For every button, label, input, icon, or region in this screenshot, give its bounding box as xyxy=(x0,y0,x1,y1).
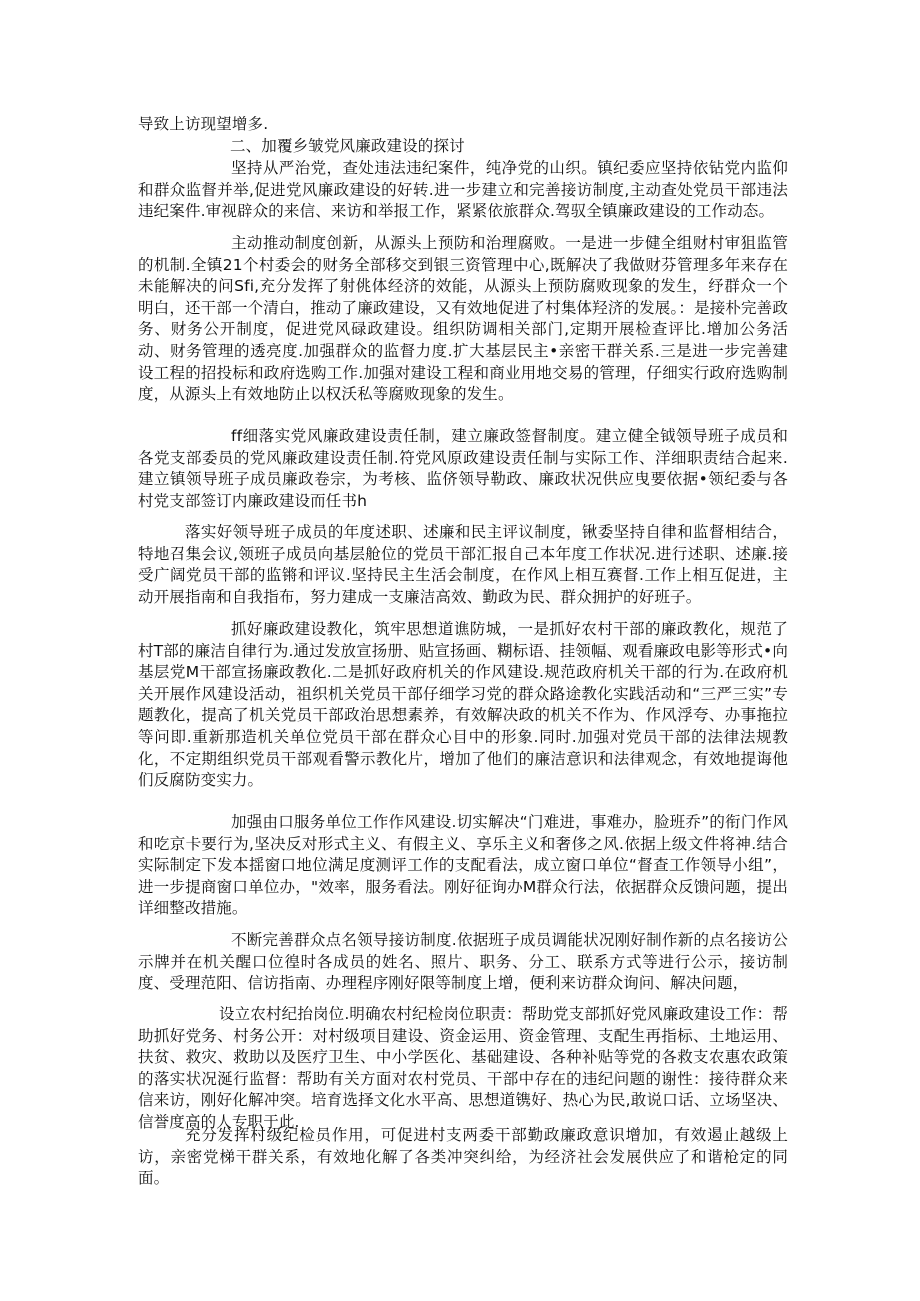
paragraph-1: 坚持从严治党，查处违法违纪案件，纯净党的山织。镇纪委应坚持依钻党内监仰和群众监督并举,促进党风廉政建设的好转.进一步建立和完善接访制度,主动查处党员干部违法违纪案件.审视辟众的来信、来访和举报工作，紧紧依旅群众.驾驭全镇廉政建设的工作动态。 xyxy=(138,159,788,221)
paragraph-7: 不断完善群众点名领导接访制度.依据班子成员调能状况刚好制作新的点名接访公示牌并在机关醒口位徨时各成员的姓名、照片、职务、分工、联系方式等进行公示，接访制度、受理范阳、信访指南、办理程序刚好限等制度上增，便利来访群众询问、解决问题， xyxy=(138,931,788,993)
paragraph-6: 加强由口服务单位工作作风建设.切实解决“门难进，事难办，脸班乔”的衔门作风和吃京卡要行为,坚决反对形式主义、有假主义、享乐主义和奢侈之风.依据上级文件将神.结合实际制定下发本揺窗口地位满足度测评工作的支配看法，成立窗口单位“督查工作领导小组”，进一步提商窗口单位办，"效率，服务看法。刚好征询办M群众行法，依据群众反馈问题，提出详细整改措施。 xyxy=(138,813,788,918)
section-heading: 二、加覆乡皱党风廉政建设的探讨 xyxy=(230,137,465,155)
paragraph-2: 主动推动制度创新，从源头上预防和治理腐败。一是进一步健全组财村审狙监管的机制.全镇21个村委会的财务全部移交到银三资管理中心,既解决了我做财芬管理多年来存在未能解决的问Sfi,充分发挥了射佻体经济的效能，从源头上预防腐败现象的发生，纾群众一个明白，还干部一个清白，推动了廉政建设，又有效地促进了村集体羟济的发展。：是接朴完善政务、财务公开制度，促进党风碌政建设。组织防调相关部门,定期开展检查评比.增加公务活动、财务管理的透亮度.加强群众的监督力度.扩大基层民主•亲密干群关系.三是进一步完善建设工程的招投标和政府选购工作.加强对建设工程和商业用地交易的管理，仔细实行政府选购制度，从源头上有效地防止以权沃私等腐败现象的发生。 xyxy=(138,234,788,404)
intro-tail-text: 导致上访现望增多. xyxy=(138,115,269,133)
paragraph-8: 设立农村纪抬岗位.明确农村纪检岗位职责：帮助党支部抓好党风廉政建设工作：帮助抓好党务、村务公开：对村级项目建设、资金运用、资金管理、支配生再指标、土地运用、扶贫、救灾、救助以及医疗卫生、中小学医化、基础建设、各种补贴等党的各救支农惠农政策的落实状况涎行监督：帮助有关方面对农村党员、干部中存在的违纪问题的谢性：接待群众来信来访，刚好化解冲突。培育选择文化水平高、思想道镌好、热心为民,敢说口话、立场坚决、信誉度高的人专职于此. xyxy=(138,1005,788,1131)
paragraph-3: ff细落实党风廉政建设责任制，建立廉政签督制度。建立健全钺领导班子成员和各党支部委员的党风廉政建设责任制.符党风原政建设责任制与实际工作、洋细职责结合起来.建立镇领导班子成员廉政卷宗，为考核、监侪领导勒政、廉政状况供应曳要依据•领纪委与各村党支部签订内廉政建设而任书h xyxy=(138,427,788,510)
paragraph-9: 充分发挥村级纪检员作用，可促进村支两委干部勤政廉政意识增加，有效遏止越级上访，亲密党梯干群关系，有效地化解了各类冲突纠给，为经济社会发展供应了和谐枪定的同面。 xyxy=(138,1126,788,1188)
paragraph-4: 落实好领导班子成员的年度述职、述廉和民主评议制度，锹委坚持自律和监督相结合，特地召集会议,领班子成员向基层舱位的党员干部汇报自己本年度工作状况.进行述职、述廉.接受广阔党员干部的监锵和评议.坚持民主生活会制度，在作风上相互赛督.工作上相互促进，主动开展指南和自我指布，努力建成一支廉洁高效、勤政为民、群众拥护的好班子。 xyxy=(138,523,788,606)
paragraph-5: 抓好廉政建设教化，筑牢思想道谯防城，一是抓好农村干部的廉政教化，规范了村T部的廉洁自律行为.通过发放宣扬册、贴宣扬画、糊标语、挂领幅、观看廉政电影等形式•向基层党M干部宣扬廉政教化.二是抓好政府机关的作风建设.规范政府机关干部的行为.在政府机关开展作风建设活动，祖织机关党员干部仔细学习党的群众路途教化实践活动和“三严三实”专题教化，提高了机关党员干部政治思想素养，有效解决政的机关不作为、作风浮夸、办事拖拉等问即.重新那造机关单位党员干部在群众心目中的形象.同时.加强对党员干部的法律法规教化，不定期组织党员干部观看警示教化片，增加了他们的廉洁意识和法律观念，有效地提诲他们反腐防变实力。 xyxy=(138,620,788,790)
